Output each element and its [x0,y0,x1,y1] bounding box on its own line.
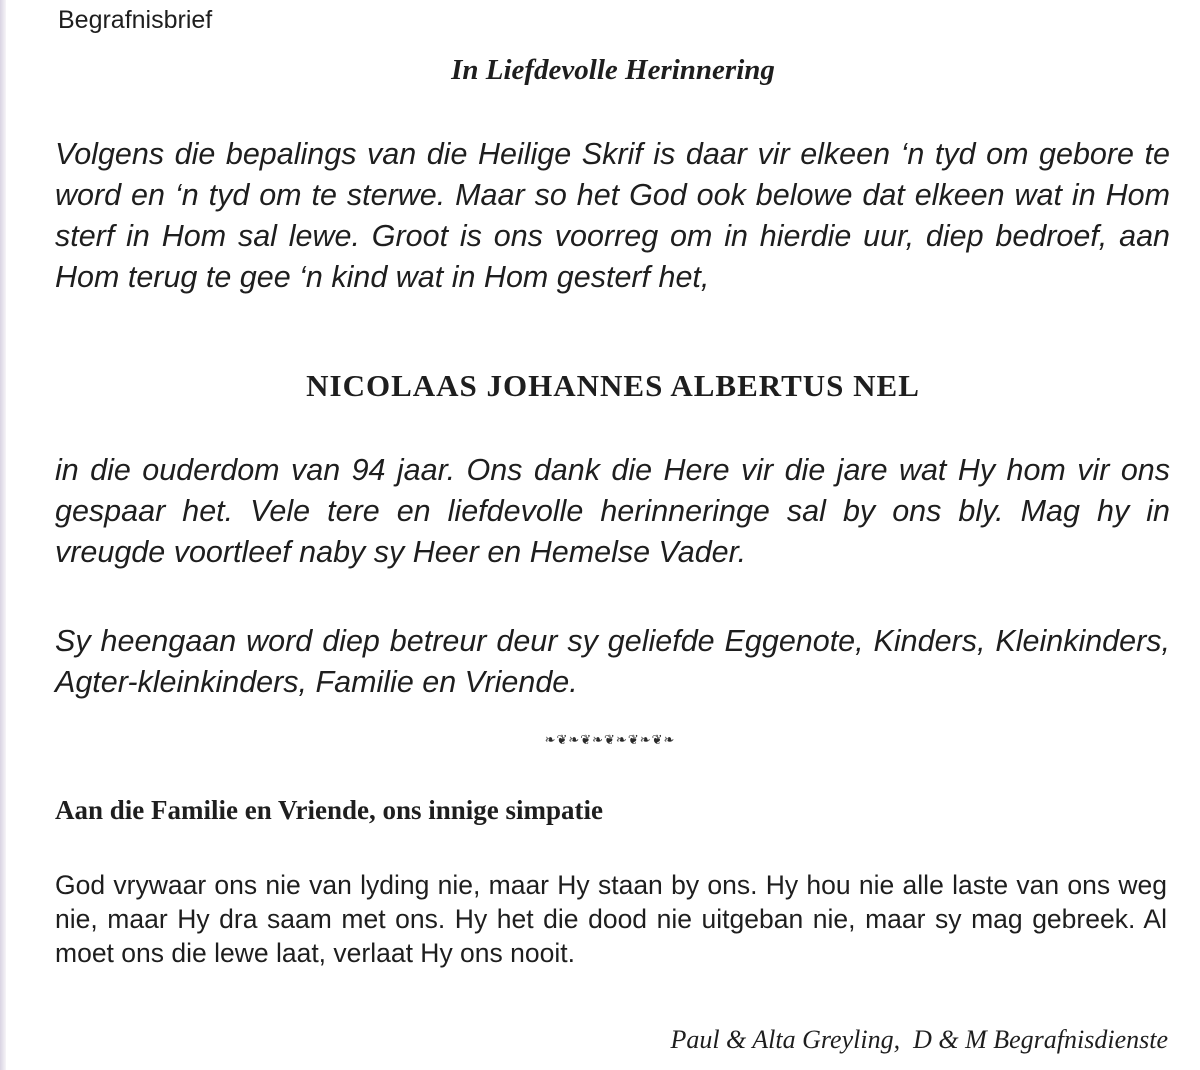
signature-line: Paul & Alta Greyling, D & M Begrafnisdienste [670,1025,1168,1054]
deceased-name: NICOLAAS JOHANNES ALBERTUS NEL [306,368,920,403]
scan-edge [0,0,6,1070]
decorative-divider: ❧❦❧❦❧❦❧❦❧❦❧ [544,733,676,748]
memorial-heading: In Liefdevolle Herinnering [451,54,775,86]
sympathy-heading: Aan die Familie en Vriende, ons innige simpatie [55,795,604,825]
document-label: Begrafnisbrief [58,6,213,34]
sympathy-paragraph: God vrywaar ons nie van lyding nie, maar Hy staan by ons. Hy hou nie alle laste van ons weg nie, maar Hy dra saam met ons. Hy het die dood nie uitgeban nie, maar sy mag gebreek. Al moet ons die lewe laat, verlaat Hy ons nooit. [55,870,1167,968]
age-paragraph: in die ouderdom van 94 jaar. Ons dank die Here vir die jare wat Hy hom vir ons gespaar het. Vele tere en liefdevolle herinneringe sal by ons bly. Mag hy in vreugde voortleef naby sy Heer en Hemelse Vader. [55,453,1170,569]
opening-paragraph: Volgens die bepalings van die Heilige Skrif is daar vir elkeen ‘n tyd om gebore te word en ‘n tyd om te sterwe. Maar so het God ook belowe dat elkeen wat in Hom sterf in Hom sal lewe. Groot is ons voorreg om in hierdie uur, diep bedroef, aan Hom terug te gee ‘n kind wat in Hom gesterf het, [55,137,1170,294]
mourners-paragraph: Sy heengaan word diep betreur deur sy geliefde Eggenote, Kinders, Kleinkinders, Agter-kleinkinders, Familie en Vriende. [55,624,1170,699]
